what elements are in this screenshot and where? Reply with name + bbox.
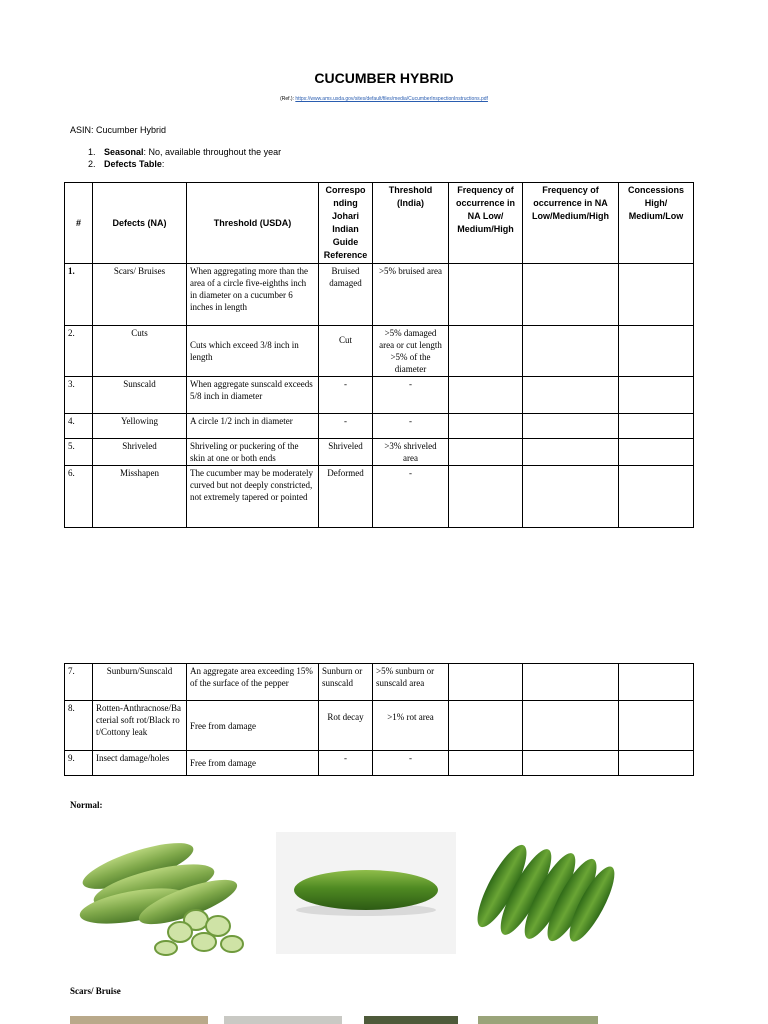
row-number: 5. bbox=[65, 439, 93, 466]
row-johari: Shriveled bbox=[319, 439, 373, 466]
row-threshold-india: - bbox=[373, 377, 449, 414]
header-threshold-india: Threshold (India) bbox=[373, 183, 449, 264]
row-frequency-2 bbox=[523, 264, 619, 326]
row-defect: Scars/ Bruises bbox=[93, 264, 187, 326]
list-label: Defects Table bbox=[104, 159, 162, 169]
row-threshold-india: >5% damaged area or cut length >5% of the diameter bbox=[373, 326, 449, 377]
scars-heading: Scars/ Bruise bbox=[70, 986, 121, 996]
row-frequency bbox=[449, 326, 523, 377]
row-johari: Sunburn or sunscald bbox=[319, 664, 373, 701]
header-threshold-usda: Threshold (USDA) bbox=[187, 183, 319, 264]
row-johari: Rot decay bbox=[319, 701, 373, 751]
header-defects: Defects (NA) bbox=[93, 183, 187, 264]
row-frequency bbox=[449, 664, 523, 701]
table-row bbox=[65, 664, 694, 701]
header-frequency-na: Frequency of occurrence in NA Low/ Medium/High bbox=[449, 183, 523, 264]
reference-link[interactable]: https://www.ams.usda.gov/sites/default/files/media/CucumberInspectionInstructions.pdf bbox=[295, 96, 488, 102]
row-concessions bbox=[619, 466, 694, 528]
header-johari-reference: Correspo nding Johari Indian Guide Reference bbox=[319, 183, 373, 264]
row-frequency-2 bbox=[523, 664, 619, 701]
scars-photo-3 bbox=[364, 1016, 458, 1024]
scars-photo-2 bbox=[224, 1016, 342, 1024]
row-threshold-india: - bbox=[373, 466, 449, 528]
table-header-row bbox=[65, 183, 694, 264]
header-concessions: Concessions High/ Medium/Low bbox=[619, 183, 694, 264]
row-threshold-india: >1% rot area bbox=[373, 701, 449, 751]
row-number: 1. bbox=[65, 264, 93, 326]
row-threshold-usda: Cuts which exceed 3/8 inch in length bbox=[187, 326, 319, 377]
row-number: 9. bbox=[65, 751, 93, 776]
list-item bbox=[88, 146, 281, 158]
row-frequency bbox=[449, 439, 523, 466]
row-concessions bbox=[619, 439, 694, 466]
row-frequency-2 bbox=[523, 466, 619, 528]
cucumber-pile-image bbox=[76, 828, 268, 956]
row-frequency bbox=[449, 414, 523, 439]
row-threshold-usda: When aggregating more than the area of a circle five-eighths inch in diameter on a cucumber 6 inches in length bbox=[187, 264, 319, 326]
row-johari: Bruised damaged bbox=[319, 264, 373, 326]
row-threshold-usda: A circle 1/2 inch in diameter bbox=[187, 414, 319, 439]
row-threshold-india: >5% sunburn or sunscald area bbox=[373, 664, 449, 701]
table-row bbox=[65, 701, 694, 751]
table-row bbox=[65, 326, 694, 377]
row-threshold-india: >5% bruised area bbox=[373, 264, 449, 326]
document-title: CUCUMBER HYBRID bbox=[314, 70, 454, 86]
row-threshold-india: >3% shriveled area bbox=[373, 439, 449, 466]
row-threshold-usda: The cucumber may be moderately curved but not deeply constricted, not extremely tapered or pointed bbox=[187, 466, 319, 528]
cucumber-pile-photo bbox=[76, 828, 268, 956]
row-number: 7. bbox=[65, 664, 93, 701]
single-cucumber-image bbox=[276, 832, 456, 954]
list-number: 2. bbox=[88, 159, 96, 169]
list-number: 1. bbox=[88, 147, 96, 157]
row-frequency bbox=[449, 377, 523, 414]
list-label: Seasonal bbox=[104, 147, 144, 157]
row-frequency-2 bbox=[523, 326, 619, 377]
row-johari: Deformed bbox=[319, 466, 373, 528]
row-defect: Sunburn/Sunscald bbox=[93, 664, 187, 701]
row-defect: Rotten-Anthracnose/Bacterial soft rot/Black rot/Cottony leak bbox=[93, 701, 187, 751]
asin-line: ASIN: Cucumber Hybrid bbox=[70, 125, 167, 135]
table-row bbox=[65, 377, 694, 414]
row-johari: - bbox=[319, 751, 373, 776]
cucumber-row-photo bbox=[462, 832, 622, 952]
list-text: : No, available throughout the year bbox=[143, 147, 282, 157]
reference-line bbox=[0, 96, 768, 102]
table-row bbox=[65, 751, 694, 776]
defects-table bbox=[64, 182, 694, 528]
row-johari: Cut bbox=[319, 326, 373, 377]
row-number: 4. bbox=[65, 414, 93, 439]
single-cucumber-photo bbox=[276, 832, 456, 954]
row-frequency bbox=[449, 264, 523, 326]
table-row bbox=[65, 466, 694, 528]
row-threshold-india: - bbox=[373, 414, 449, 439]
row-defect: Cuts bbox=[93, 326, 187, 377]
row-threshold-usda: Free from damage bbox=[187, 751, 319, 776]
list-item bbox=[88, 158, 281, 170]
row-threshold-usda: Shriveling or puckering of the skin at one or both ends bbox=[187, 439, 319, 466]
row-number: 6. bbox=[65, 466, 93, 528]
row-threshold-usda: An aggregate area exceeding 15% of the surface of the pepper bbox=[187, 664, 319, 701]
row-frequency-2 bbox=[523, 377, 619, 414]
info-list bbox=[88, 146, 281, 170]
row-frequency bbox=[449, 466, 523, 528]
row-threshold-india: - bbox=[373, 751, 449, 776]
scars-photo-1 bbox=[70, 1016, 208, 1024]
row-frequency-2 bbox=[523, 751, 619, 776]
row-concessions bbox=[619, 414, 694, 439]
row-frequency-2 bbox=[523, 414, 619, 439]
header-num: # bbox=[65, 183, 93, 264]
row-defect: Insect damage/holes bbox=[93, 751, 187, 776]
row-number: 3. bbox=[65, 377, 93, 414]
scars-photo-4 bbox=[478, 1016, 598, 1024]
table-row bbox=[65, 264, 694, 326]
row-concessions bbox=[619, 377, 694, 414]
row-frequency-2 bbox=[523, 701, 619, 751]
row-threshold-usda: Free from damage bbox=[187, 701, 319, 751]
cucumber-row-image bbox=[462, 832, 622, 952]
row-number: 8. bbox=[65, 701, 93, 751]
row-threshold-usda: When aggregate sunscald exceeds 5/8 inch in diameter bbox=[187, 377, 319, 414]
row-concessions bbox=[619, 264, 694, 326]
row-concessions bbox=[619, 664, 694, 701]
table-row bbox=[65, 439, 694, 466]
table-row bbox=[65, 414, 694, 439]
row-defect: Sunscald bbox=[93, 377, 187, 414]
defects-table-continued bbox=[64, 663, 694, 776]
reference-prefix: (Ref.): bbox=[280, 96, 296, 102]
header-frequency-na-2: Frequency of occurrence in NA Low/Medium/High bbox=[523, 183, 619, 264]
row-johari: - bbox=[319, 414, 373, 439]
row-concessions bbox=[619, 326, 694, 377]
row-number: 2. bbox=[65, 326, 93, 377]
row-defect: Shriveled bbox=[93, 439, 187, 466]
row-frequency-2 bbox=[523, 439, 619, 466]
normal-heading: Normal: bbox=[70, 800, 103, 810]
row-concessions bbox=[619, 701, 694, 751]
row-frequency bbox=[449, 751, 523, 776]
row-concessions bbox=[619, 751, 694, 776]
row-frequency bbox=[449, 701, 523, 751]
row-defect: Yellowing bbox=[93, 414, 187, 439]
row-defect: Misshapen bbox=[93, 466, 187, 528]
list-text: : bbox=[161, 159, 165, 169]
row-johari: - bbox=[319, 377, 373, 414]
